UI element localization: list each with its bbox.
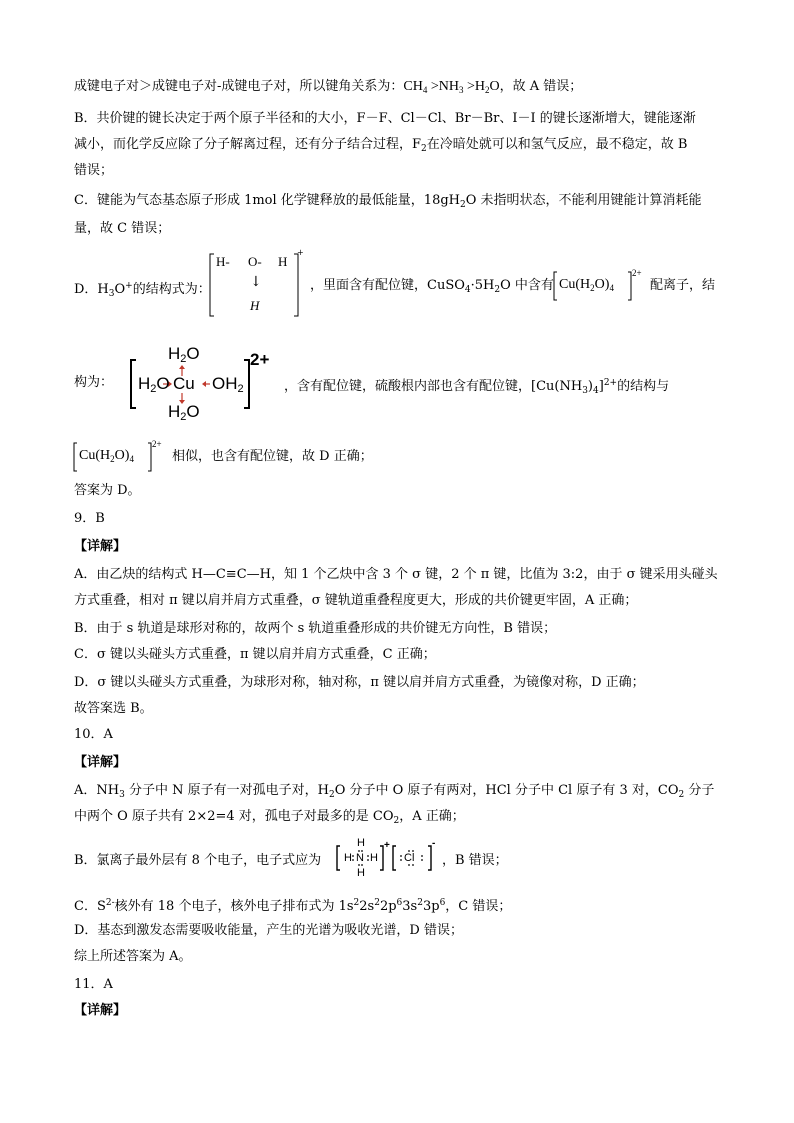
right-bracket [380,846,383,870]
cl-atom: Cl [404,852,415,864]
h3o-structural-formula [208,248,304,318]
left-bracket [554,272,557,300]
electron-dot [400,859,402,861]
text-line-7-end: 配离子，结 [650,278,716,293]
right-bracket [148,443,151,471]
charge: 2+ [152,439,162,449]
right-bracket [628,272,631,300]
cu-h2o4-ion-inline-2 [72,441,168,473]
h-atom: H [357,837,365,849]
text-line-22: 中两个 O 原子共有 2×2=4 对，孤电子对最多的是 $CO_2$，A 正确； [74,809,465,826]
section-heading-detail: 【详解】 [74,1003,127,1018]
text-line-17: D．σ 键以头碰头方式重叠，为球形对称，轴对称，π 键以肩并肩方式重叠，为镜像对称，D 正确； [74,675,645,690]
charge: 2+ [250,350,270,369]
h-atom: H [278,254,288,269]
cu-center: Cu [173,374,195,393]
text-line-1 [74,78,582,99]
text-line-15: B．由于 s 轨道是球形对称的，故两个 s 轨道重叠形成的共价键无方向性，B 错误； [74,621,557,636]
electron-dot [400,855,402,857]
text-line-24: C．$S^{2-}$核外有 18 个电子，核外电子排布式为 $1s^22s^22p^63s^23p^6$，C 错误； [74,898,512,914]
text: ，故 A 错误； [499,79,583,94]
ion-formula: $Cu(H_2O)_4$ [79,448,134,464]
text-line-4: 错误； [74,163,114,178]
text-line-18: 故答案选 B。 [74,701,153,716]
charge-plus: + [384,840,390,851]
charge-minus: - [432,838,436,849]
text-line-9: 相似，也含有配位键，故 D 正确； [172,449,373,464]
electron-dot [367,855,369,857]
text-line-7-cont: ，里面含有配位键，$CuSO_4\cdot 5H_2O$ 中含有 [310,278,554,295]
o-atom: O- [248,254,262,269]
left-bracket [131,360,136,408]
section-heading-detail: 【详解】 [74,539,127,554]
ligand-left: H2O [138,374,170,395]
electron-dot [412,864,414,866]
charge: 2+ [632,268,642,278]
electron-dot [352,859,354,861]
text-line-13: A．由乙炔的结构式 H—C≡C—H，知 1 个乙炔中含 3 个 σ 键，2 个 π 键，比值为 3:2，由于 σ 键采用头碰头 [74,567,718,582]
h-atom: H [250,298,260,313]
text-line-3: 减小，而化学反应除了分子解离过程，还有分子结合过程，$F_2$在冷暗处就可以和氢气反应，最不稳定，故 B [74,137,688,154]
text-line-16: C．σ 键以头碰头方式重叠，π 键以肩并肩方式重叠，C 正确； [74,647,436,662]
text-line-10: 答案为 D。 [74,483,141,498]
h-atom: H- [216,254,230,269]
charge: + [297,248,304,257]
coordinate-arrow-icon: ↓ [250,274,262,290]
text-line-6: 量，故 C 错误； [74,221,171,236]
electron-dot [367,859,369,861]
text-line-8: 构为： [74,375,114,390]
ion-formula: $Cu(H_2O)_4$ [559,277,614,293]
left-bracket [210,254,214,316]
text-line-7: D．$H_3O^+$的结构式为： [74,281,211,299]
electron-dot [421,859,423,861]
electron-dot [352,855,354,857]
text-line-5: C．键能为气态基态原子形成 1mol 化学键释放的最低能量，$18gH_2O$ 未指明状态，不能利用键能计算消耗能 [74,193,702,210]
text-line-25: D．基态到激发态需要吸收能量，产生的光谱为吸收光谱，D 错误； [74,923,463,938]
n-atom: N [356,852,364,864]
question-number-11: 11．A [74,977,113,992]
right-bracket [428,846,431,870]
bond-angle-formula: $CH_4 >NH_3 >H_2O$ [403,79,500,95]
question-number-9: 9．B [74,511,105,526]
question-number-10: 10．A [74,727,113,742]
text-line-8-cont: ，含有配位键，硫酸根内部也含有配位键，$[Cu(NH_3)_4]^{2+}$的结构与 [284,378,670,396]
cu-complex-structure [126,338,276,428]
cu-h2o4-ion-inline [552,270,648,302]
text-line-23-end: ，B 错误； [442,853,508,868]
h-atom: H [344,852,352,864]
left-bracket [393,846,396,870]
arrow-head-icon [202,381,206,387]
text-line-21: A．$NH_3$ 分子中 N 原子有一对孤电子对，$H_2O$ 分子中 O 原子有两对，HCl 分子中 Cl 原子有 3 对，$CO_2$ 分子 [74,783,715,800]
text: 成键电子对＞成键电子对-成键电子对，所以键角关系为： [74,79,404,94]
left-bracket [337,846,340,870]
right-bracket [294,254,298,316]
h-atom: H [370,852,378,864]
text-line-14: 方式重叠，相对 π 键以肩并肩方式重叠，σ 键轨道重叠程度更大，形成的共价键更牢固，A 正确； [74,593,638,608]
electron-dot [408,864,410,866]
text-line-2: B．共价键的键长决定于两个原子半径和的大小，F－F、Cl－Cl、Br－Br、I－I 的键长逐渐增大，键能逐渐 [74,111,696,126]
section-heading-detail: 【详解】 [74,755,127,770]
text-line-26: 综上所述答案为 A。 [74,949,192,964]
ligand-bottom: H2O [168,402,200,423]
text-line-23: B．氯离子最外层有 8 个电子，电子式应为 [74,853,322,868]
right-bracket [244,360,249,408]
electron-dot [361,864,363,866]
left-bracket [74,443,77,471]
h-atom: H [357,867,365,879]
electron-dot [358,864,360,866]
electron-dot [421,855,423,857]
nh4cl-electron-dot-formula [334,834,438,884]
arrow-head-icon [179,365,185,369]
ligand-top: H2O [168,344,200,365]
ligand-right: OH2 [212,374,244,395]
